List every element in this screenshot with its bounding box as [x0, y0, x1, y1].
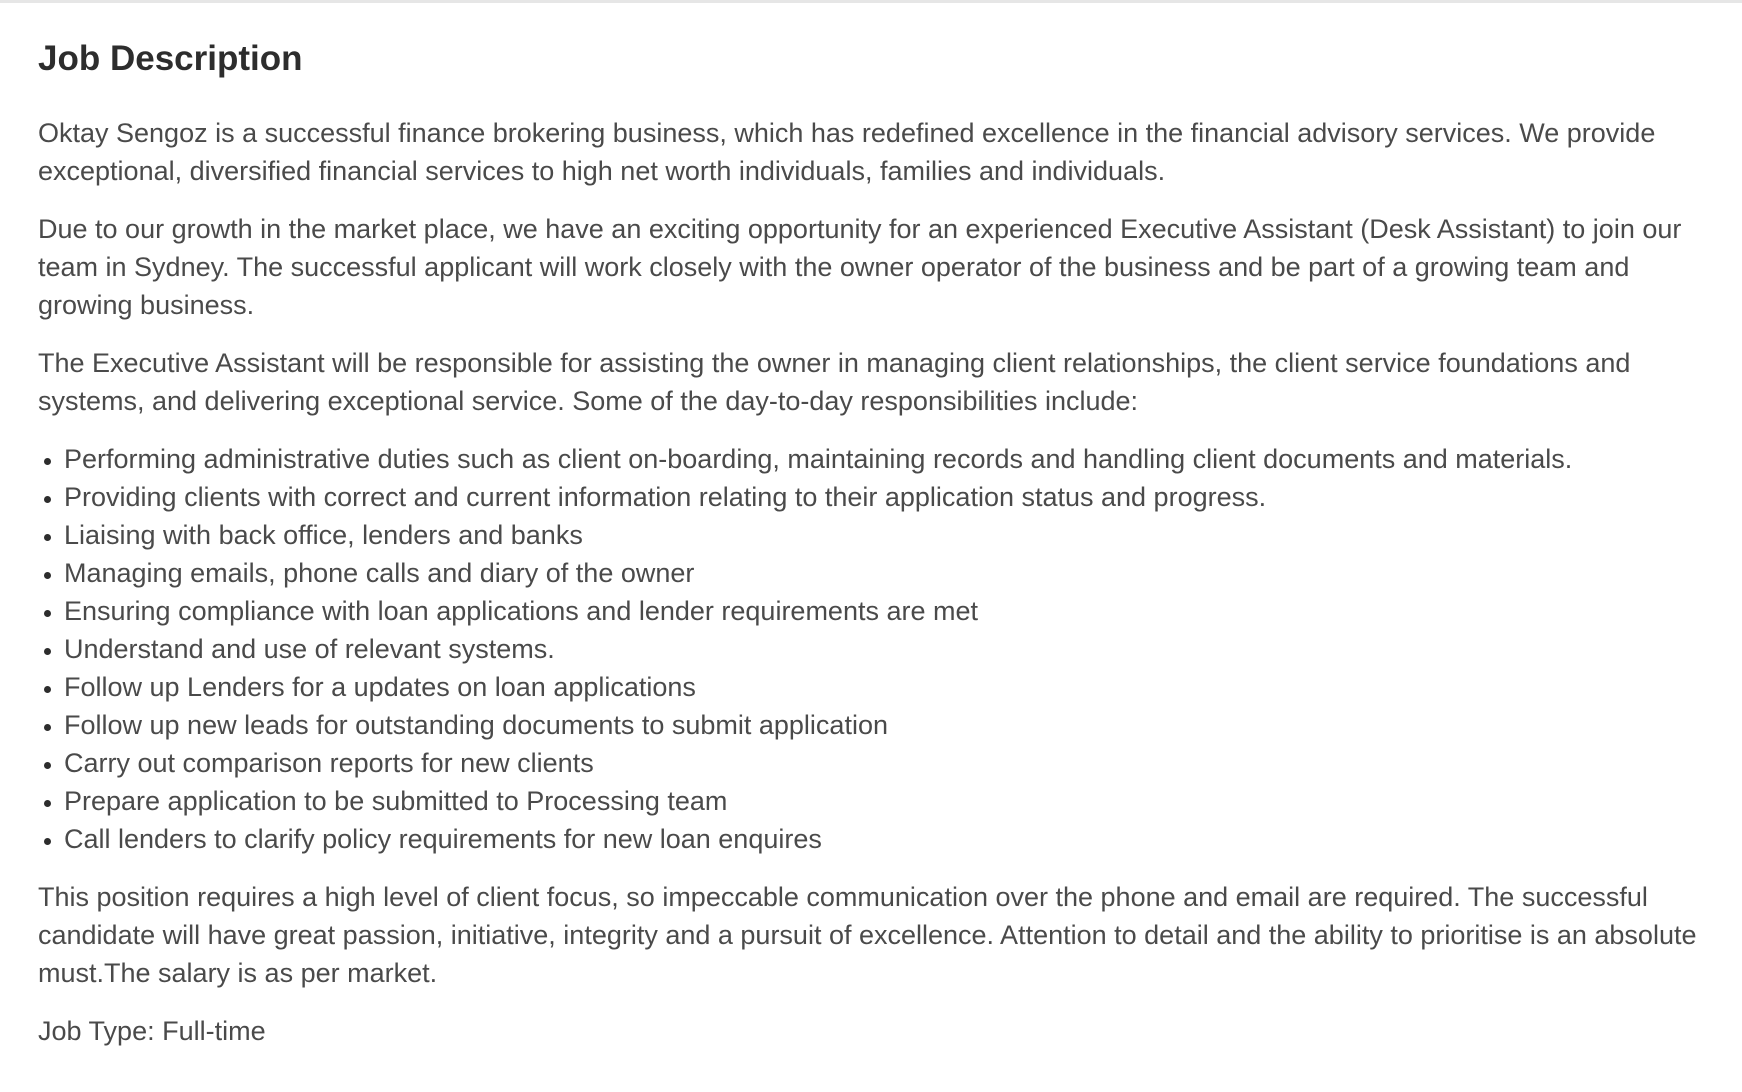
job-description-section [38, 32, 1708, 1070]
list-item: • Follow up Lenders for a updates on loan applications [64, 668, 1708, 706]
list-item: • Carry out comparison reports for new clients [64, 744, 1708, 782]
intro-paragraph-company: Oktay Sengoz is a successful finance brokering business, which has redefined excellence in the financial advisory services. We provide exceptional, diversified financial services to high net worth individuals, families and individuals. [38, 118, 1656, 186]
list-item: • Prepare application to be submitted to Processing team [64, 782, 1708, 820]
top-divider [0, 0, 1742, 3]
list-item: • Understand and use of relevant systems. [64, 630, 1708, 668]
section-title: Job Description [38, 39, 303, 78]
closing-paragraph: This position requires a high level of client focus, so impeccable communication over the phone and email are required. The successful candidate will have great passion, initiative, integrity and a pursuit of excellence. Attention to detail and the ability to prioritise is an absolute must.The salary is as per market. [38, 882, 1697, 988]
job-type-label: Job Type: Full-time [38, 1016, 266, 1046]
intro-paragraph-opportunity: Due to our growth in the market place, we have an exciting opportunity for an experienced Executive Assistant (Desk Assistant) to join our team in Sydney. The successful applicant will work closely with the owner operator of the business and be part of a growing team and growing business. [38, 214, 1682, 320]
responsibilities-list [38, 440, 1708, 858]
list-item: • Managing emails, phone calls and diary of the owner [64, 554, 1708, 592]
list-item: • Follow up new leads for outstanding documents to submit application [64, 706, 1708, 744]
list-item: • Liaising with back office, lenders and banks [64, 516, 1708, 554]
list-item: • Call lenders to clarify policy requirements for new loan enquires [64, 820, 1708, 858]
intro-paragraph-role: The Executive Assistant will be responsible for assisting the owner in managing client relationships, the client service foundations and systems, and delivering exceptional service. Some of the day-to-day responsibilities include: [38, 348, 1631, 416]
list-item: • Providing clients with correct and current information relating to their application status and progress. [64, 478, 1708, 516]
list-item: • Performing administrative duties such as client on-boarding, maintaining records and handling client documents and materials. [64, 440, 1708, 478]
list-item: • Ensuring compliance with loan applications and lender requirements are met [64, 592, 1708, 630]
